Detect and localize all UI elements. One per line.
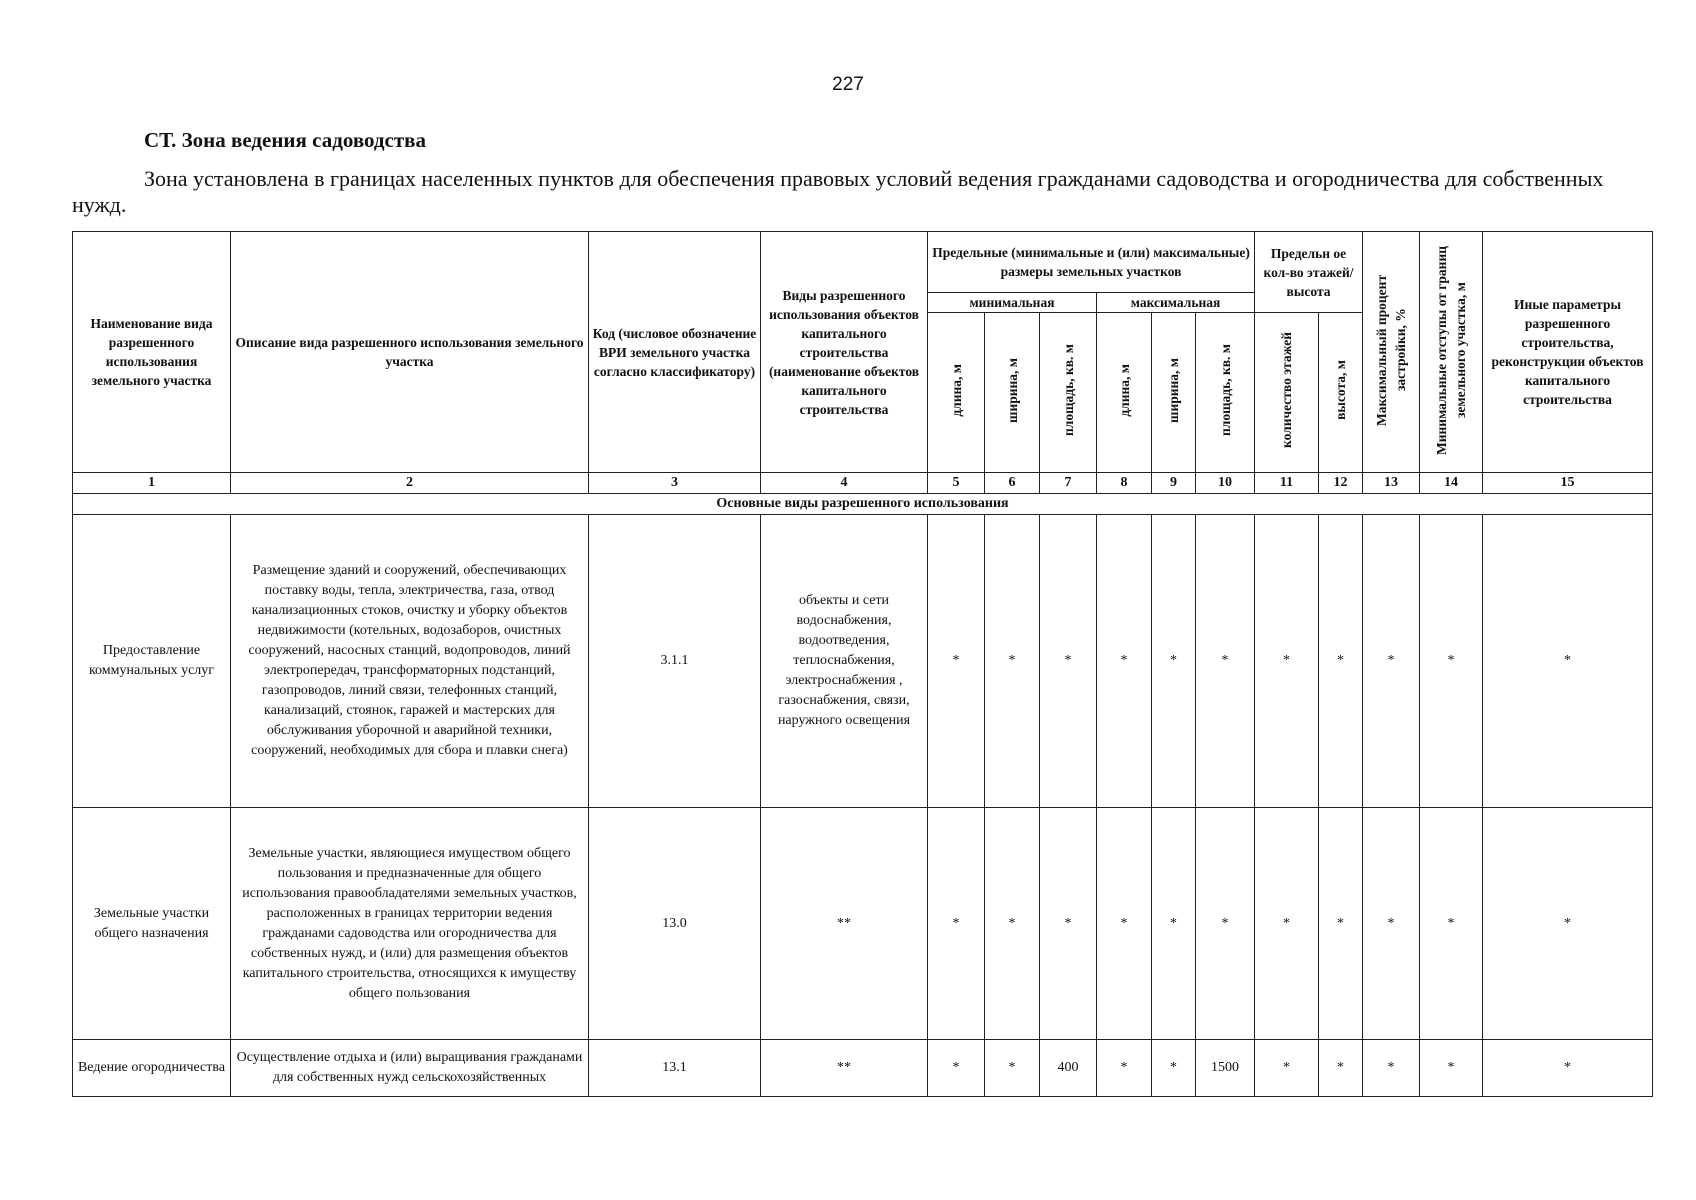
column-number: 9 xyxy=(1152,473,1196,494)
row-coverage: * xyxy=(1363,808,1420,1040)
header-description: Описание вида разрешенного использования земельного участка xyxy=(231,232,589,473)
column-number: 12 xyxy=(1319,473,1363,494)
row-min-width: * xyxy=(985,1040,1040,1097)
row-other-params: * xyxy=(1483,1040,1653,1097)
header-max-width: ширина, м xyxy=(1152,313,1196,473)
column-numbers-row xyxy=(73,473,1653,494)
row-max-area: * xyxy=(1196,808,1255,1040)
header-min-area: площадь, кв. м xyxy=(1040,313,1097,473)
row-max-length: * xyxy=(1097,1040,1152,1097)
row-name: Предоставление коммунальных услуг xyxy=(73,515,231,808)
column-number: 13 xyxy=(1363,473,1420,494)
row-min-area: 400 xyxy=(1040,1040,1097,1097)
row-height: * xyxy=(1319,808,1363,1040)
column-number: 10 xyxy=(1196,473,1255,494)
row-max-length: * xyxy=(1097,808,1152,1040)
column-number: 4 xyxy=(761,473,928,494)
row-setbacks: * xyxy=(1420,1040,1483,1097)
column-number: 5 xyxy=(928,473,985,494)
page-number: 227 xyxy=(832,74,864,95)
header-max-area: площадь, кв. м xyxy=(1196,313,1255,473)
section-title: Основные виды разрешенного использования xyxy=(73,494,1653,515)
table-header xyxy=(73,232,1653,473)
column-number: 15 xyxy=(1483,473,1653,494)
table-row xyxy=(73,808,1653,1040)
header-code: Код (числовое обозначение ВРИ земельного участка согласно классификатору) xyxy=(589,232,761,473)
row-kinds: ** xyxy=(761,1040,928,1097)
row-description: Размещение зданий и сооружений, обеспечивающих поставку воды, тепла, электричества, газа, отвод канализационных стоков, очистку и уборку объектов недвижимости (котельных, водозаборов, очистных сооружений, насосных станций, водопроводов, линий электропередач, трансформаторных подстанций, газопроводов, линий связи, телефонных станций, канализаций, стоянок, гаражей и мастерских для обслуживания уборочной и аварийной техники, сооружений, необходимых для сбора и плавки снега) xyxy=(231,515,589,808)
row-min-length: * xyxy=(928,515,985,808)
row-height: * xyxy=(1319,515,1363,808)
row-description: Осуществление отдыха и (или) выращивания гражданами для собственных нужд сельскохозяйственных xyxy=(231,1040,589,1097)
row-min-width: * xyxy=(985,808,1040,1040)
header-name: Наименование вида разрешенного использования земельного участка xyxy=(73,232,231,473)
column-number: 14 xyxy=(1420,473,1483,494)
header-max-length: длина, м xyxy=(1097,313,1152,473)
row-other-params: * xyxy=(1483,515,1653,808)
row-code: 13.0 xyxy=(589,808,761,1040)
row-kinds: ** xyxy=(761,808,928,1040)
zone-title: СТ. Зона ведения садоводства xyxy=(144,128,427,152)
header-min-width: ширина, м xyxy=(985,313,1040,473)
row-min-area: * xyxy=(1040,808,1097,1040)
regulations-table xyxy=(72,231,1653,1097)
header-floors-group: Предельн ое кол-во этажей/ высота xyxy=(1255,232,1363,313)
row-min-length: * xyxy=(928,808,985,1040)
row-max-width: * xyxy=(1152,515,1196,808)
table-row xyxy=(73,515,1653,808)
row-floors-count: * xyxy=(1255,1040,1319,1097)
header-other-params: Иные параметры разрешенного строительства, реконструкции объектов капитального строительства xyxy=(1483,232,1653,473)
row-name: Ведение огородничества xyxy=(73,1040,231,1097)
row-min-length: * xyxy=(928,1040,985,1097)
row-floors-count: * xyxy=(1255,515,1319,808)
row-max-width: * xyxy=(1152,1040,1196,1097)
row-max-width: * xyxy=(1152,808,1196,1040)
column-number: 1 xyxy=(73,473,231,494)
column-number: 11 xyxy=(1255,473,1319,494)
header-max: максимальная xyxy=(1097,293,1255,313)
header-floors-count: количество этажей xyxy=(1255,313,1319,473)
row-setbacks: * xyxy=(1420,515,1483,808)
zone-description: Зона установлена в границах населенных пунктов для обеспечения правовых условий ведения гражданами садоводства и огородничества для собственных нужд. xyxy=(72,166,1604,217)
table-row xyxy=(73,1040,1653,1097)
column-number: 3 xyxy=(589,473,761,494)
header-setbacks: Минимальные отступы от границ земельного участка, м xyxy=(1420,232,1483,473)
row-other-params: * xyxy=(1483,808,1653,1040)
row-name: Земельные участки общего назначения xyxy=(73,808,231,1040)
header-min-length: длина, м xyxy=(928,313,985,473)
header-height: высота, м xyxy=(1319,313,1363,473)
row-floors-count: * xyxy=(1255,808,1319,1040)
row-code: 13.1 xyxy=(589,1040,761,1097)
row-setbacks: * xyxy=(1420,808,1483,1040)
header-min: минимальная xyxy=(928,293,1097,313)
row-code: 3.1.1 xyxy=(589,515,761,808)
row-min-width: * xyxy=(985,515,1040,808)
section-row xyxy=(73,494,1653,515)
row-description: Земельные участки, являющиеся имуществом общего пользования и предназначенные для общего использования правообладателями земельных участков, расположенных в границах территории ведения гражданами садоводства или огородничества для собственных нужд, и (или) для размещения объектов капитального строительства, относящихся к имуществу общего пользования xyxy=(231,808,589,1040)
row-max-area: * xyxy=(1196,515,1255,808)
header-limits: Предельные (минимальные и (или) максимальные) размеры земельных участков xyxy=(928,232,1255,293)
row-min-area: * xyxy=(1040,515,1097,808)
column-number: 2 xyxy=(231,473,589,494)
column-number: 7 xyxy=(1040,473,1097,494)
column-number: 6 xyxy=(985,473,1040,494)
row-max-area: 1500 xyxy=(1196,1040,1255,1097)
row-max-length: * xyxy=(1097,515,1152,808)
column-number: 8 xyxy=(1097,473,1152,494)
row-coverage: * xyxy=(1363,1040,1420,1097)
row-height: * xyxy=(1319,1040,1363,1097)
row-coverage: * xyxy=(1363,515,1420,808)
header-kinds: Виды разрешенного использования объектов капитального строительства (наименование объектов капитального строительства xyxy=(761,232,928,473)
header-coverage: Максимальный процент застройки, % xyxy=(1363,232,1420,473)
row-kinds: объекты и сети водоснабжения, водоотведения, теплоснабжения, электроснабжения , газоснабжения, связи, наружного освещения xyxy=(761,515,928,808)
